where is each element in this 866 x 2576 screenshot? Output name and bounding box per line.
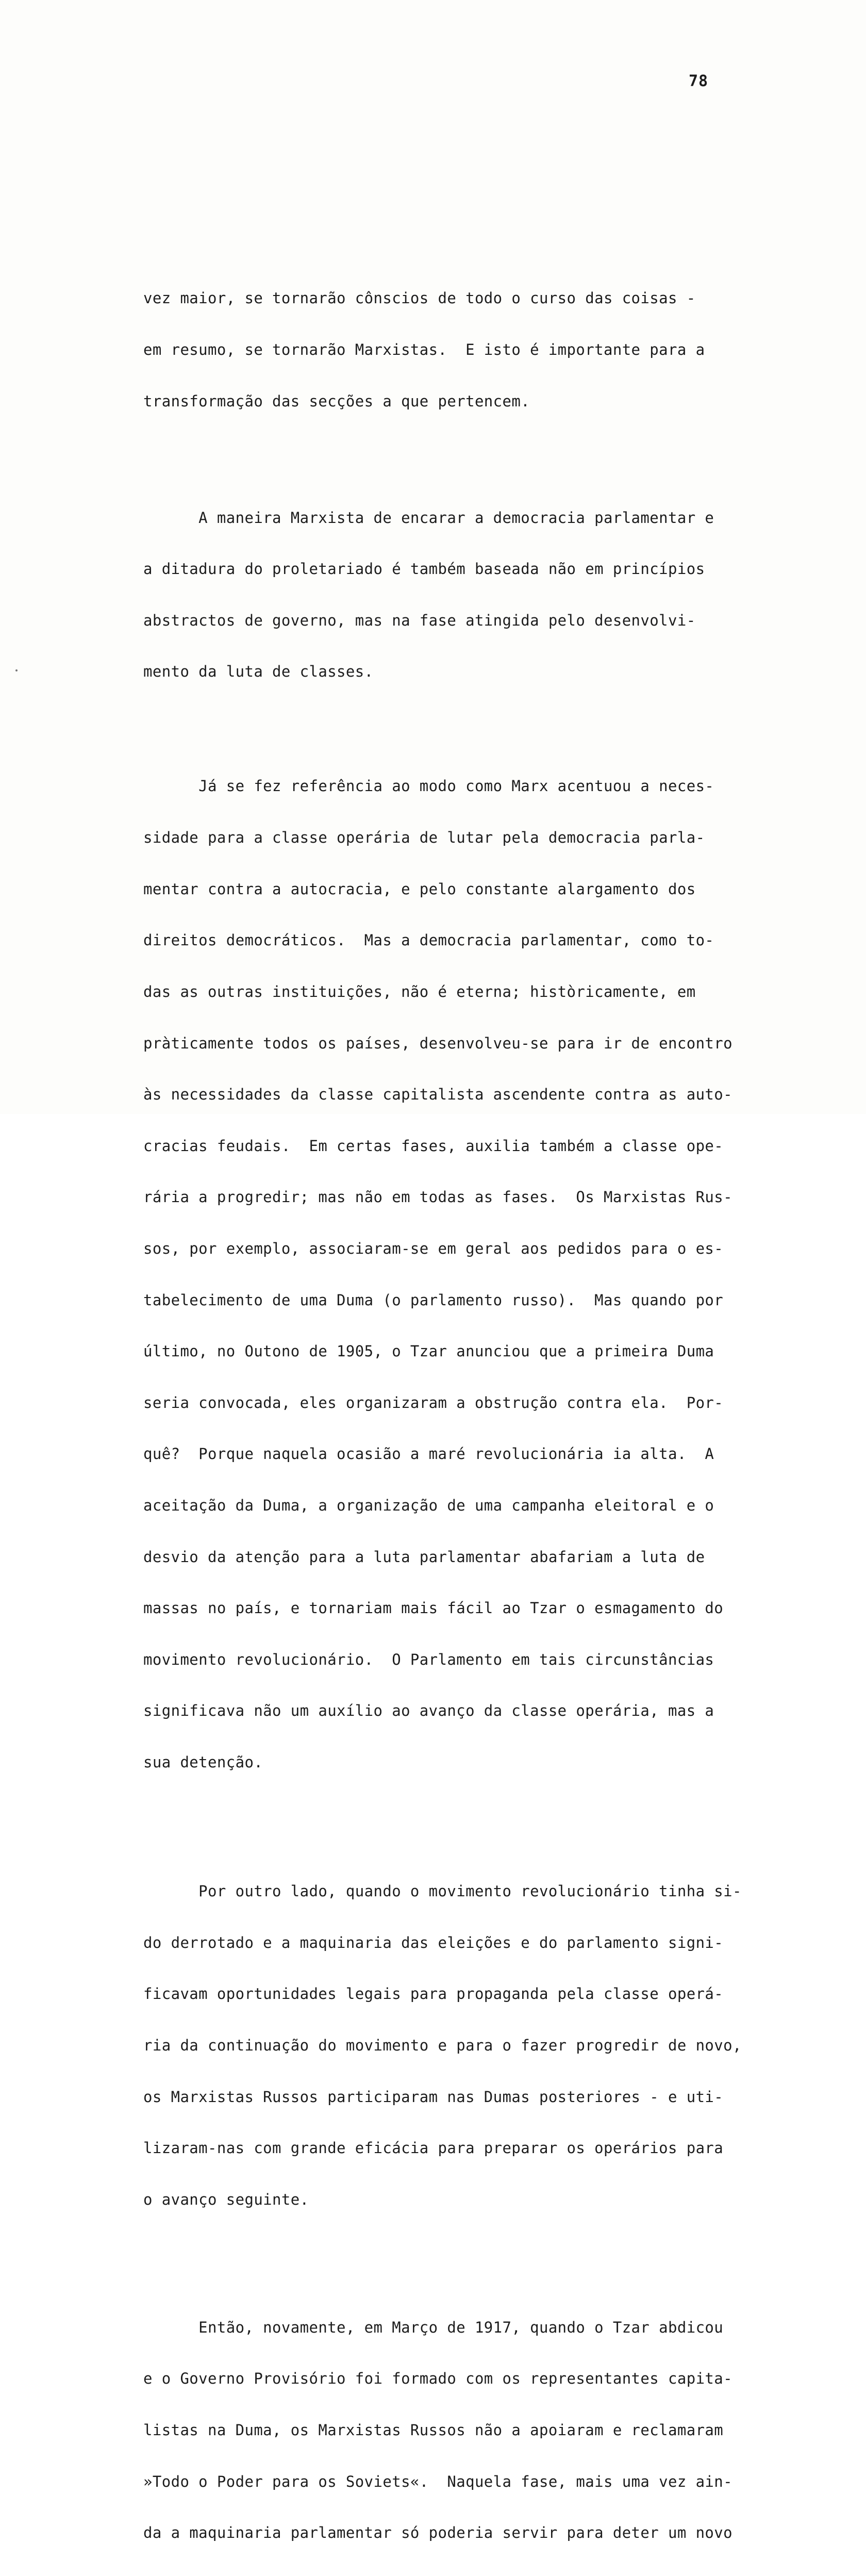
text-line: pràticamente todos os países, desenvolveu-se para ir de encontro (143, 1034, 733, 1052)
text-line: significava não um auxílio ao avanço da classe operária, mas a (143, 1702, 714, 1720)
text-line: direitos democráticos. Mas a democracia parlamentar, como to- (143, 931, 714, 949)
text-line: sidade para a classe operária de lutar pela democracia parla- (143, 829, 705, 847)
text-line: o avanço seguinte. (143, 2190, 309, 2208)
text-line: rária a progredir; mas não em todas as fases. Os Marxistas Rus- (143, 1188, 733, 1206)
text-line: e o Governo Provisório foi formado com os representantes capita- (143, 2370, 733, 2388)
text-line: transformação das secções a que pertencem. (143, 392, 530, 410)
text-line: ria da continuação do movimento e para o fazer progredir de novo, (143, 2036, 742, 2054)
text-line: mento da luta de classes. (143, 663, 374, 681)
text-line: às necessidades da classe capitalista ascendente contra as auto- (143, 1086, 733, 1104)
paragraph (143, 2285, 813, 2575)
text-line: da a maquinaria parlamentar só poderia servir para deter um novo (143, 2524, 733, 2542)
text-line: último, no Outono de 1905, o Tzar anunciou que a primeira Duma (143, 1342, 714, 1360)
text-line: aceitação da Duma, a organização de uma campanha eleitoral e o (143, 1497, 714, 1515)
text-line: em resumo, se tornarão Marxistas. E isto é importante para a (143, 341, 705, 359)
paragraph (143, 1849, 813, 2243)
text-line: sos, por exemplo, associaram-se em geral aos pedidos para o es- (143, 1239, 724, 1257)
text-line: sua detenção. (143, 1753, 263, 1771)
text-line: cracias feudais. Em certas fases, auxilia também a classe ope- (143, 1137, 724, 1155)
text-line: mentar contra a autocracia, e pelo constante alargamento dos (143, 880, 696, 898)
text-line: massas no país, e tornariam mais fácil ao Tzar o esmagamento do (143, 1599, 724, 1617)
text-line: Por outro lado, quando o movimento revolucionário tinha si- (143, 1882, 742, 1900)
text-line: do derrotado e a maquinaria das eleições e do parlamento signi- (143, 1933, 724, 1951)
text-line: seria convocada, eles organizaram a obstrução contra ela. Por- (143, 1393, 724, 1412)
text-line: abstractos de governo, mas na fase atingida pelo desenvolvi- (143, 611, 696, 629)
text-line: tabelecimento de uma Duma (o parlamento russo). Mas quando por (143, 1291, 724, 1309)
text-line: a ditadura do proletariado é também baseada não em princípios (143, 560, 705, 578)
text-line: os Marxistas Russos participaram nas Dumas posteriores - e uti- (143, 2088, 724, 2106)
paragraph (143, 256, 813, 444)
paragraph (143, 744, 813, 1806)
body-text (143, 256, 813, 2576)
text-line: listas na Duma, os Marxistas Russos não a apoiaram e reclamaram (143, 2421, 724, 2439)
page-number: 78 (689, 72, 709, 90)
text-line: vez maior, se tornarão cônscios de todo o curso das coisas - (143, 289, 696, 307)
text-line: lizaram-nas com grande eficácia para preparar os operários para (143, 2139, 724, 2157)
text-line: das as outras instituições, não é eterna; històricamente, em (143, 982, 696, 1000)
text-line: A maneira Marxista de encarar a democracia parlamentar e (143, 508, 714, 527)
text-line: ficavam oportunidades legais para propaganda pela classe operá- (143, 1985, 724, 2003)
paragraph (143, 475, 813, 715)
text-line: movimento revolucionário. O Parlamento em tais circunstâncias (143, 1650, 714, 1668)
text-line: Já se fez referência ao modo como Marx acentuou a neces- (143, 777, 714, 795)
text-line: desvio da atenção para a luta parlamentar abafariam a luta de (143, 1548, 705, 1566)
text-line: quê? Porque naquela ocasião a maré revolucionária ia alta. A (143, 1445, 714, 1463)
text-line: Então, novamente, em Março de 1917, quando o Tzar abdicou (143, 2318, 724, 2336)
scan-speck (15, 669, 18, 671)
text-line: »Todo o Poder para os Soviets«. Naquela fase, mais uma vez ain- (143, 2472, 733, 2490)
